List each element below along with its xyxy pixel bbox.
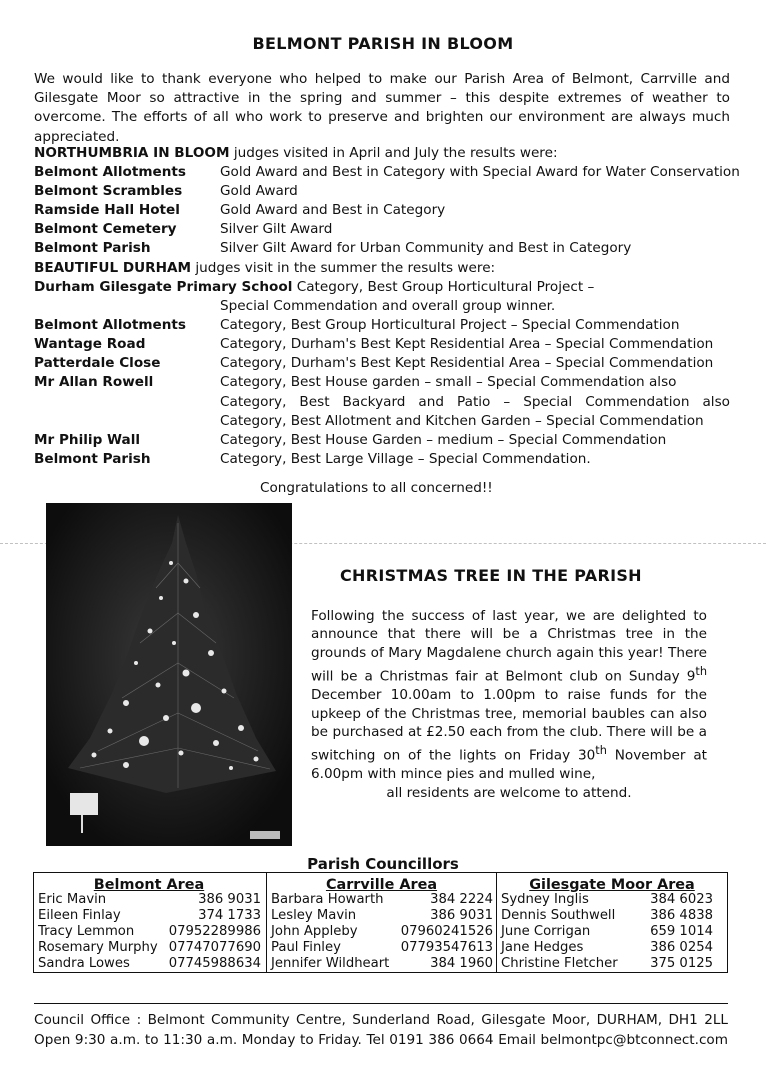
councillor-name: Rosemary Murphy [38, 940, 158, 955]
durham-result-row [34, 394, 734, 413]
councillor-name: Sydney Inglis [501, 892, 589, 907]
councillor-row [34, 908, 264, 924]
councillor-name: Tracy Lemmon [38, 924, 135, 939]
christmas-text-last: all residents are welcome to attend. [386, 784, 632, 801]
councillor-phone: 07952289986 [168, 924, 261, 939]
councillor-phone: 384 2224 [430, 892, 493, 907]
entrant-name: Ramside Hall Hotel [34, 202, 180, 218]
durham-result-row [34, 317, 734, 336]
award-text: Category, Best Large Village – Special Commendation. [220, 451, 591, 467]
councillor-row [34, 924, 264, 940]
councillor-name: Jane Hedges [501, 940, 584, 955]
councillor-phone: 07793547613 [400, 940, 493, 955]
award-text: Special Commendation and overall group winner. [220, 298, 556, 314]
councillor-phone: 659 1014 [650, 924, 713, 939]
councillor-phone: 386 0254 [650, 940, 713, 955]
councillor-row [267, 908, 496, 924]
councillor-phone: 374 1733 [198, 908, 261, 923]
award-text: Gold Award [220, 183, 298, 199]
footer [34, 1011, 728, 1050]
entrant-name: Mr Philip Wall [34, 432, 141, 448]
area-column-gilesgate-moor [496, 873, 727, 972]
northumbria-heading: NORTHUMBRIA IN BLOOM [34, 145, 230, 161]
award-text: Gold Award and Best in Category with Special Award for Water Conservation [220, 164, 740, 180]
footer-address: Council Office : Belmont Community Centre, Sunderland Road, Gilesgate Moor, DURHAM, DH1 2LL [34, 1012, 728, 1028]
councillor-row [497, 892, 727, 908]
award-text: Category, Best Allotment and Kitchen Garden – Special Commendation [220, 413, 704, 429]
durham-result-row [34, 413, 734, 432]
councillor-row [34, 892, 264, 908]
councillor-row [497, 924, 727, 940]
councillor-phone: 386 9031 [430, 908, 493, 923]
councillor-name: Paul Finley [271, 940, 341, 955]
councillor-name: Eileen Finlay [38, 908, 121, 923]
councillor-name: Eric Mavin [38, 892, 107, 907]
entrant-name: Belmont Parish [34, 451, 151, 467]
northumbria-result-row [34, 221, 734, 240]
award-text: Category, Best House Garden – medium – Special Commendation [220, 432, 667, 448]
councillor-row [267, 956, 496, 972]
entrant-name: Belmont Cemetery [34, 221, 177, 237]
northumbria-result-row [34, 240, 734, 259]
councillor-name: Christine Fletcher [501, 956, 618, 971]
northumbria-result-row [34, 183, 734, 202]
christmas-paragraph [311, 607, 707, 802]
award-text: Silver Gilt Award [220, 221, 333, 237]
councillor-row [497, 908, 727, 924]
durham-heading: BEAUTIFUL DURHAM [34, 260, 192, 276]
councillor-phone: 386 9031 [198, 892, 261, 907]
durham-result-row [34, 374, 734, 393]
councillor-row [267, 924, 496, 940]
christmas-tree-image [46, 503, 292, 846]
entrant-name: Patterdale Close [34, 355, 161, 371]
councillor-row [267, 940, 496, 956]
award-text: Category, Durham's Best Kept Residential Area – Special Commendation [220, 336, 714, 352]
councillor-row [497, 940, 727, 956]
councillor-row [34, 940, 264, 956]
councillor-name: Lesley Mavin [271, 908, 357, 923]
entrant-name: Mr Allan Rowell [34, 374, 154, 390]
councillor-row [34, 956, 264, 972]
christmas-text-part3: November at 6.00pm with mince pies and mulled wine, [311, 747, 707, 783]
councillor-name: Barbara Howarth [271, 892, 384, 907]
northumbria-result-row [34, 164, 740, 183]
page-title: BELMONT PARISH IN BLOOM [252, 34, 514, 53]
councillor-name: Dennis Southwell [501, 908, 616, 923]
christmas-text-part2: December 10.00am to 1.00pm to raise funds for the upkeep of the Christmas tree, memorial baubles can also be purchased at £2.50 each from the club. There will be a switching on of the lights on Friday 30 [311, 687, 707, 764]
award-text: Category, Best Backyard and Patio – Special Commendation also [220, 394, 730, 410]
councillor-phone: 375 0125 [650, 956, 713, 971]
councillor-phone: 07745988634 [168, 956, 261, 971]
durham-result-row [34, 451, 734, 470]
councillor-phone: 07960241526 [400, 924, 493, 939]
area-heading: Gilesgate Moor Area [529, 877, 695, 893]
councillors-table [33, 872, 728, 973]
northumbria-result-row [34, 202, 734, 221]
councillor-row [267, 892, 496, 908]
area-heading: Belmont Area [93, 877, 205, 893]
entrant-name: Belmont Allotments [34, 317, 186, 333]
award-text: Category, Best House garden – small – Special Commendation also [220, 374, 677, 390]
councillors-title: Parish Councillors [307, 855, 459, 873]
entrant-name: Wantage Road [34, 336, 146, 352]
councillor-phone: 07747077690 [168, 940, 261, 955]
councillor-row [497, 956, 727, 972]
durham-school-continuation [34, 298, 734, 317]
councillor-name: June Corrigan [501, 924, 591, 939]
award-text: Category, Durham's Best Kept Residential Area – Special Commendation [220, 355, 714, 371]
award-text: Silver Gilt Award for Urban Community and Best in Category [220, 240, 632, 256]
northumbria-heading-rest: judges visited in April and July the results were: [229, 145, 558, 161]
intro-paragraph: We would like to thank everyone who helped to make our Parish Area of Belmont, Carrville and Gilesgate Moor so attractive in the spring and summer – this despite extremes of weather to overcome. The efforts of all who work to preserve and brighten our environment are always much appreciated. [34, 71, 730, 145]
award-text: Category, Best Group Horticultural Project – [292, 279, 595, 295]
entrant-name: Belmont Parish [34, 240, 151, 256]
durham-result-row [34, 432, 734, 451]
footer-contact: Open 9:30 a.m. to 11:30 a.m. Monday to Friday. Tel 0191 386 0664 Email belmontpc@btconnect.com [34, 1031, 728, 1048]
christmas-title: CHRISTMAS TREE IN THE PARISH [340, 566, 642, 585]
congratulations-text: Congratulations to all concerned!! [260, 480, 493, 496]
entrant-name: Durham Gilesgate Primary School [34, 279, 293, 295]
entrant-name: Belmont Scrambles [34, 183, 183, 199]
footer-divider [34, 1003, 728, 1004]
durham-result-row [34, 355, 734, 374]
area-column-belmont [34, 873, 264, 972]
councillor-name: Sandra Lowes [38, 956, 130, 971]
councillor-phone: 384 6023 [650, 892, 713, 907]
northumbria-heading-line [34, 145, 558, 164]
councillor-name: Jennifer Wildheart [271, 956, 390, 971]
christmas-text-part1: Following the success of last year, we are delighted to announce that there will be a Christmas tree in the grounds of Mary Magdalene church again this year! There will be a Christmas fair at Belmont club on Sunday 9 [311, 608, 707, 685]
entrant-name: Belmont Allotments [34, 164, 186, 180]
area-heading: Carrville Area [325, 877, 438, 893]
durham-heading-line [34, 260, 495, 279]
area-column-carrville [266, 873, 496, 972]
durham-school-line [34, 279, 594, 298]
councillor-phone: 384 1960 [430, 956, 493, 971]
ordinal-suffix: th [695, 664, 707, 679]
councillor-phone: 386 4838 [650, 908, 713, 923]
councillor-name: John Appleby [271, 924, 358, 939]
christmas-tree-photo [46, 503, 292, 846]
durham-result-row [34, 336, 734, 355]
durham-heading-rest: judges visit in the summer the results were: [191, 260, 496, 276]
award-text: Category, Best Group Horticultural Project – Special Commendation [220, 317, 680, 333]
award-text: Gold Award and Best in Category [220, 202, 446, 218]
ordinal-suffix: th [595, 743, 607, 758]
